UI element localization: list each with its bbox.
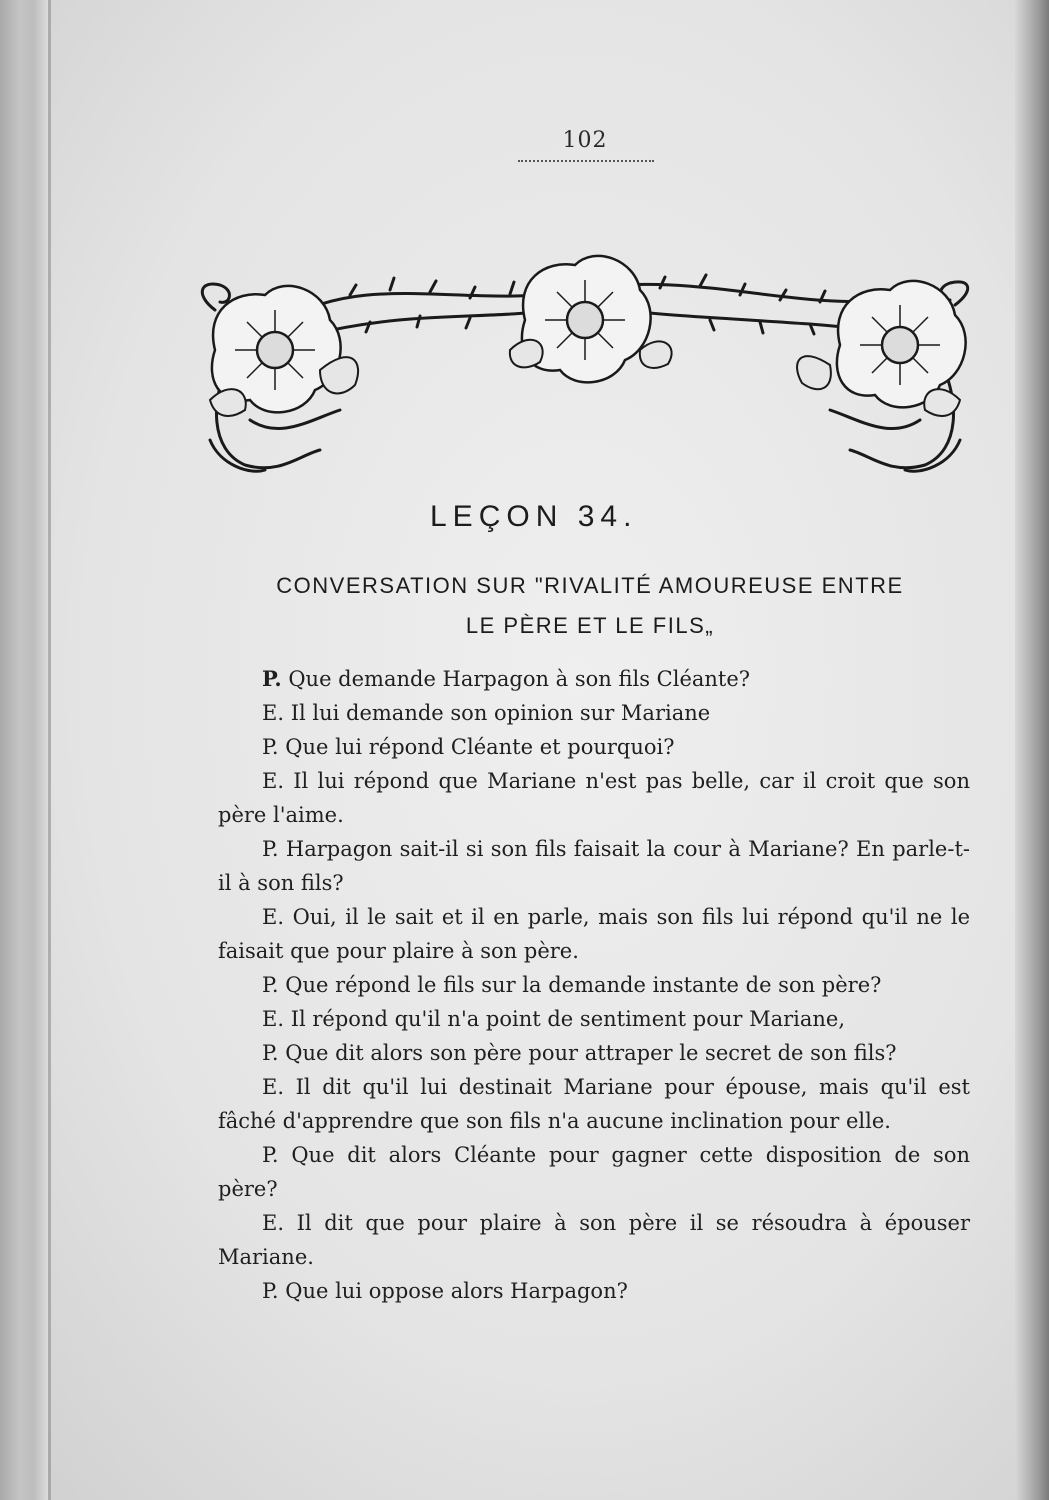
subtitle-line-2: LE PÈRE ET LE FILS„ [465,613,715,638]
dialogue-line-text: Il dit qu'il lui destinait Mariane pour épouse, mais qu'il est fâché d'apprendre que son fils n'a aucune inclination pour elle. [218,1075,970,1133]
dialogue-line [218,696,970,730]
speaker-label: P. [262,1279,279,1303]
speaker-label: E. [262,905,285,929]
page-edge [1015,0,1049,1500]
speaker-label: P. [262,666,282,691]
dialogue-line [218,1138,970,1206]
dialogue-line-text: Que répond le fils sur la demande instante de son père? [285,973,882,997]
dialogue-line [218,1274,970,1308]
dialogue-line-text: Il lui demande son opinion sur Mariane [290,701,711,725]
page-number-rule [518,160,654,162]
speaker-label: P. [262,837,279,861]
lesson-subtitle [200,566,980,646]
speaker-label: E. [262,1211,285,1235]
dialogue-line-text: Il répond qu'il n'a point de sentiment pour Mariane, [290,1007,846,1031]
dialogue-line-text: Que demande Harpagon à son fils Cléante? [288,667,751,691]
page-number: 102 [562,128,608,153]
dialogue-line-text: Harpagon sait-il si son fils faisait la cour à Mariane? En parle-t-il à son fils? [218,837,970,895]
dialogue-line-text: Que lui oppose alors Harpagon? [285,1279,628,1303]
speaker-label: E. [262,1007,285,1031]
dialogue-line [218,1070,970,1138]
book-gutter [0,0,48,1500]
lesson-title: LEÇON 34. [430,500,638,533]
dialogue-line [218,764,970,832]
dialogue-line-text: Oui, il le sait et il en parle, mais son fils lui répond qu'il ne le faisait que pour plaire à son père. [218,905,970,963]
speaker-label: P. [262,735,279,759]
dialogue-line [218,1002,970,1036]
speaker-label: P. [262,973,279,997]
speaker-label: E. [262,769,285,793]
dialogue-line [218,730,970,764]
dialogue-line [218,662,970,696]
dialogue-line [218,900,970,968]
dialogue-line [218,832,970,900]
gutter-shadow [48,0,51,1500]
dialogue-line-text: Que dit alors son père pour attraper le secret de son fils? [285,1041,897,1065]
dialogue-line-text: Il dit que pour plaire à son père il se résoudra à épouser Mariane. [218,1211,970,1269]
dialogue-line [218,968,970,1002]
dialogue-text [218,662,970,1308]
speaker-label: P. [262,1143,279,1167]
speaker-label: E. [262,1075,285,1099]
dialogue-line-text: Que dit alors Cléante pour gagner cette disposition de son père? [218,1143,970,1201]
speaker-label: E. [262,701,285,725]
dialogue-line [218,1036,970,1070]
speaker-label: P. [262,1041,279,1065]
subtitle-line-1: CONVERSATION SUR "RIVALITÉ AMOUREUSE ENTRE [276,573,904,598]
dialogue-line-text: Il lui répond que Mariane n'est pas belle, car il croit que son père l'aime. [218,769,970,827]
dialogue-line-text: Que lui répond Cléante et pourquoi? [285,735,675,759]
rose-garland-ornament-icon [190,250,980,500]
dialogue-line [218,1206,970,1274]
